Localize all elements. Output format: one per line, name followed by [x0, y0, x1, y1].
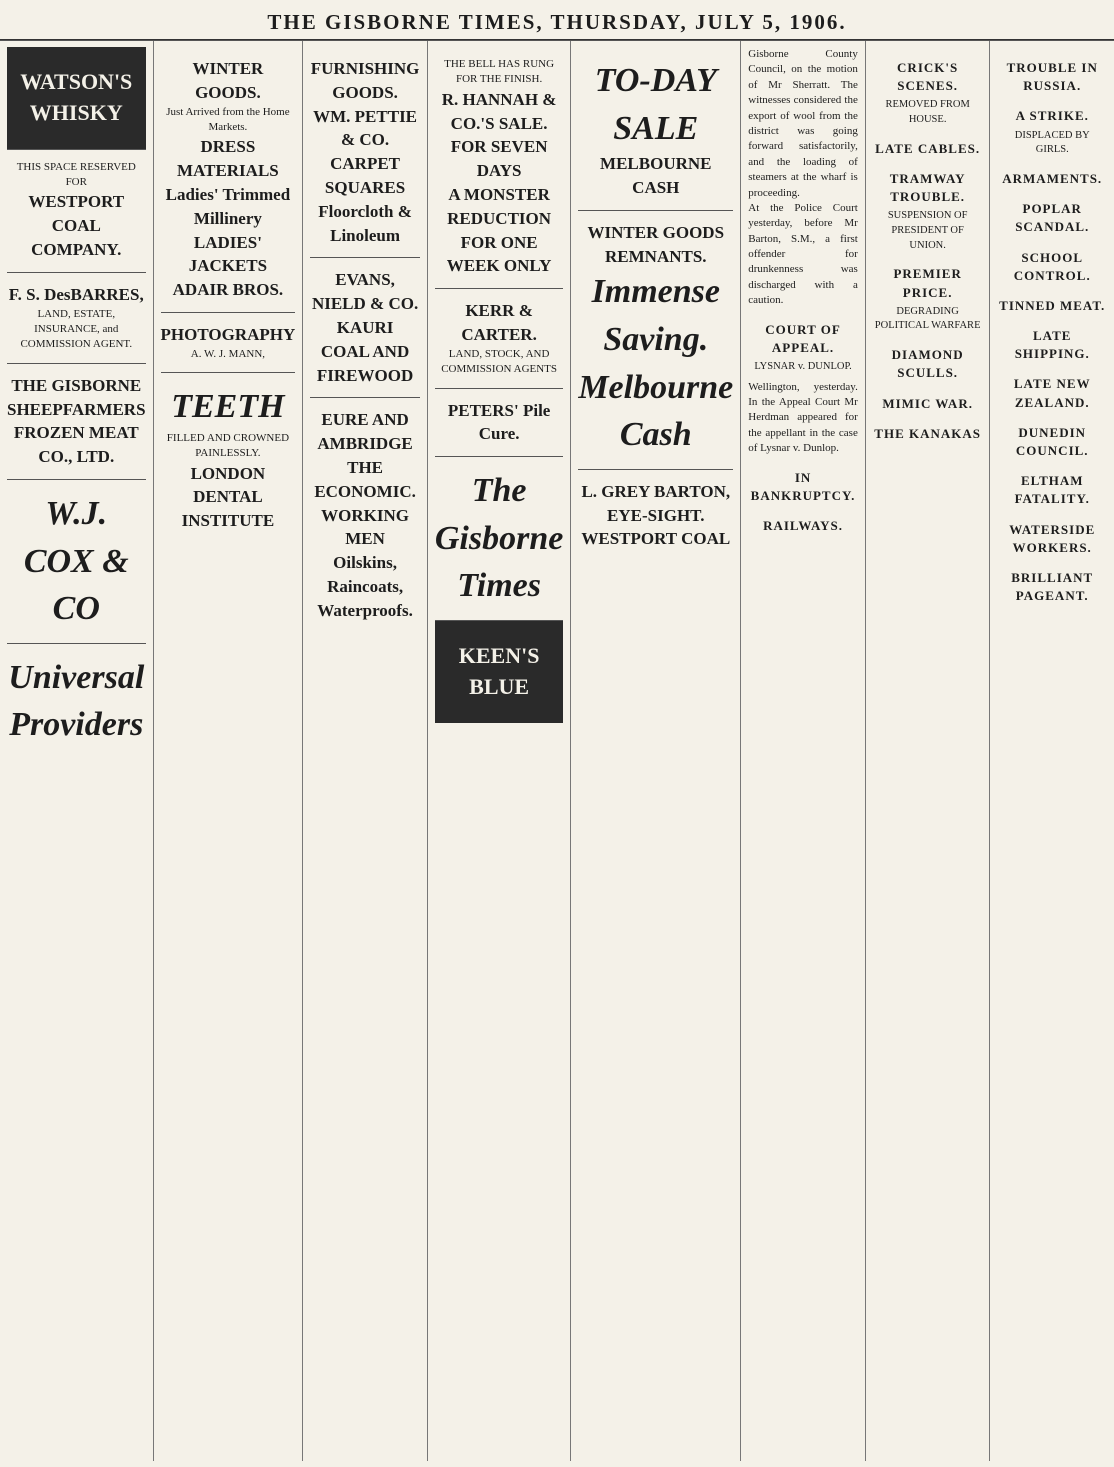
headline: IN BANKRUPTCY.: [750, 469, 856, 503]
headline: MIMIC WAR.: [882, 395, 973, 411]
headline: SCHOOL CONTROL.: [1013, 249, 1091, 283]
headline: PREMIER PRICE.: [893, 266, 962, 300]
adair-bros: ADAIR BROS.: [172, 280, 284, 300]
home-markets: Just Arrived from the Home Markets.: [166, 105, 290, 133]
bell-rung: THE BELL HAS RUNG FOR THE FINISH.: [444, 58, 555, 86]
headline: THE KANAKAS: [874, 425, 981, 441]
sale: SALE: [613, 109, 699, 147]
subhead: LYSNAR v. DUNLOP.: [754, 361, 852, 373]
headline: COURT OF APPEAL.: [765, 321, 841, 355]
universal-providers: Universal Providers: [7, 643, 146, 759]
one-week: FOR ONE WEEK ONLY: [446, 232, 552, 276]
headline: DUNEDIN COUNCIL.: [1015, 424, 1089, 458]
teeth-sub: FILLED AND CROWNED PAINLESSLY.: [166, 431, 290, 460]
teeth-ad: TEETH: [171, 388, 285, 426]
headline: BRILLIANT PAGEANT.: [1011, 569, 1094, 604]
headline: POPLAR SCANDAL.: [1015, 201, 1090, 235]
column-3: [302, 41, 427, 1461]
headline: A STRIKE.: [1015, 108, 1089, 124]
news-para: At the Police Court yesterday, before Mr Barton, S.M., a first offender for drunkenness was discharged with a caution.: [748, 201, 858, 307]
column-6: [740, 41, 865, 1461]
photographer-name: A. W. J. MANN,: [190, 347, 266, 360]
melbourne-cash: MELBOURNE CASH: [600, 154, 712, 197]
subhead: DISPLACED BY GIRLS.: [1014, 129, 1090, 156]
melbourne-cash-2: Melbourne Cash: [578, 368, 734, 454]
the-economic: THE ECONOMIC.: [314, 457, 416, 501]
grey-barton: L. GREY BARTON,: [581, 481, 731, 501]
photography-ad: PHOTOGRAPHY: [160, 324, 296, 344]
headline: ELTHAM FATALITY.: [1014, 473, 1090, 507]
eure-ambridge: EURE AND AMBRIDGE: [317, 410, 413, 454]
remnants: REMNANTS.: [605, 246, 707, 266]
column-2: [153, 41, 303, 1461]
headline: TROUBLE IN RUSSIA.: [1006, 60, 1098, 94]
headline: TRAMWAY TROUBLE.: [889, 170, 966, 205]
stock-agents: LAND, STOCK, AND COMMISSION AGENTS: [441, 347, 558, 376]
headline: LATE CABLES.: [875, 140, 981, 156]
headline: LATE SHIPPING.: [1014, 328, 1090, 362]
today: TO-DAY: [594, 62, 717, 99]
headline: RAILWAYS.: [763, 518, 844, 534]
column-7: [865, 41, 990, 1461]
reserve-company: WESTPORT COAL COMPANY.: [28, 192, 125, 259]
eyesight: EYE-SIGHT.: [607, 505, 705, 525]
headline: WATERSIDE WORKERS.: [1009, 521, 1096, 555]
keens-blue: KEEN'S BLUE: [435, 620, 563, 723]
reserve-for: FOR: [65, 175, 87, 188]
working-men: WORKING MEN: [321, 505, 409, 549]
pettie-co: WM. PETTIE & CO.: [313, 106, 418, 150]
cox-ad: W.J. COX & CO: [7, 479, 146, 643]
whisky-ad: WATSON'S WHISKY: [7, 47, 146, 149]
headline: CRICK'S SCENES.: [897, 60, 959, 94]
headline: ARMAMENTS.: [1002, 170, 1103, 186]
dress-materials: DRESS MATERIALS: [177, 137, 279, 181]
sheepfarmers-ad: THE GISBORNE SHEEPFARMERS FROZEN MEAT CO., LTD.: [7, 363, 146, 479]
dental-institute: LONDON DENTAL INSTITUTE: [181, 463, 275, 531]
seven-days: FOR SEVEN DAYS: [450, 137, 548, 181]
column-5: [570, 41, 740, 1461]
hannah-sale: R. HANNAH & CO.'S SALE.: [441, 89, 557, 133]
coal-firewood: COAL AND FIREWOOD: [316, 341, 414, 385]
subhead: REMOVED FROM HOUSE.: [885, 99, 970, 126]
subhead: SUSPENSION OF PRESIDENT OF UNION.: [887, 210, 968, 251]
carpet-squares: CARPET SQUARES: [324, 154, 406, 197]
ladies-jackets: LADIES' JACKETS: [188, 232, 268, 276]
news-para: Wellington, yesterday. In the Appeal Court Mr Herdman appeared for the appellant in the case of Lysnar v. Dunlop.: [748, 380, 858, 455]
column-4: [427, 41, 570, 1461]
times-logo: The Gisborne Times: [435, 456, 563, 620]
furnishing-goods: FURNISHING GOODS.: [310, 59, 420, 102]
column-8: [989, 41, 1114, 1461]
kerr-carter: KERR & CARTER.: [461, 301, 537, 344]
desbarres-name: F. S. DesBARRES,: [8, 284, 144, 304]
headline: TINNED MEAT.: [999, 297, 1106, 313]
space-reserved: THIS SPACE RESERVED: [16, 160, 136, 173]
floorcloth: Floorcloth & Linoleum: [318, 201, 412, 245]
news-para: Gisborne County Council, on the motion of Mr Sherratt. The witnesses considered the export of wool from the district was going forward satisfactorily, and the loading of steamers at the wharf is proceeding.: [748, 48, 858, 199]
masthead: THE GISBORNE TIMES, THURSDAY, JULY 5, 1906.: [0, 0, 1114, 40]
subhead: DEGRADING POLITICAL WARFARE: [874, 305, 981, 332]
winter-goods-2: WINTER GOODS: [587, 222, 725, 242]
headline: LATE NEW ZEALAND.: [1013, 376, 1091, 410]
immense-saving: Immense Saving.: [591, 273, 721, 358]
westport-coal: WESTPORT COAL: [581, 529, 731, 549]
headline: DIAMOND SCULLS.: [891, 347, 964, 381]
monster-reduction: A MONSTER REDUCTION: [447, 184, 552, 228]
desbarres-desc: LAND, ESTATE, INSURANCE, and COMMISSION AGENT.: [20, 307, 133, 351]
millinery: Ladies' Trimmed Millinery: [165, 184, 291, 228]
pile-cure: PETERS' Pile Cure.: [435, 388, 563, 457]
evans-nield: EVANS, NIELD & CO.: [311, 270, 419, 314]
column-1: [0, 41, 153, 1461]
kauri: KAURI: [336, 317, 394, 337]
winter-goods: WINTER GOODS.: [192, 59, 264, 102]
oilskins: Oilskins, Raincoats, Waterproofs.: [317, 553, 413, 620]
